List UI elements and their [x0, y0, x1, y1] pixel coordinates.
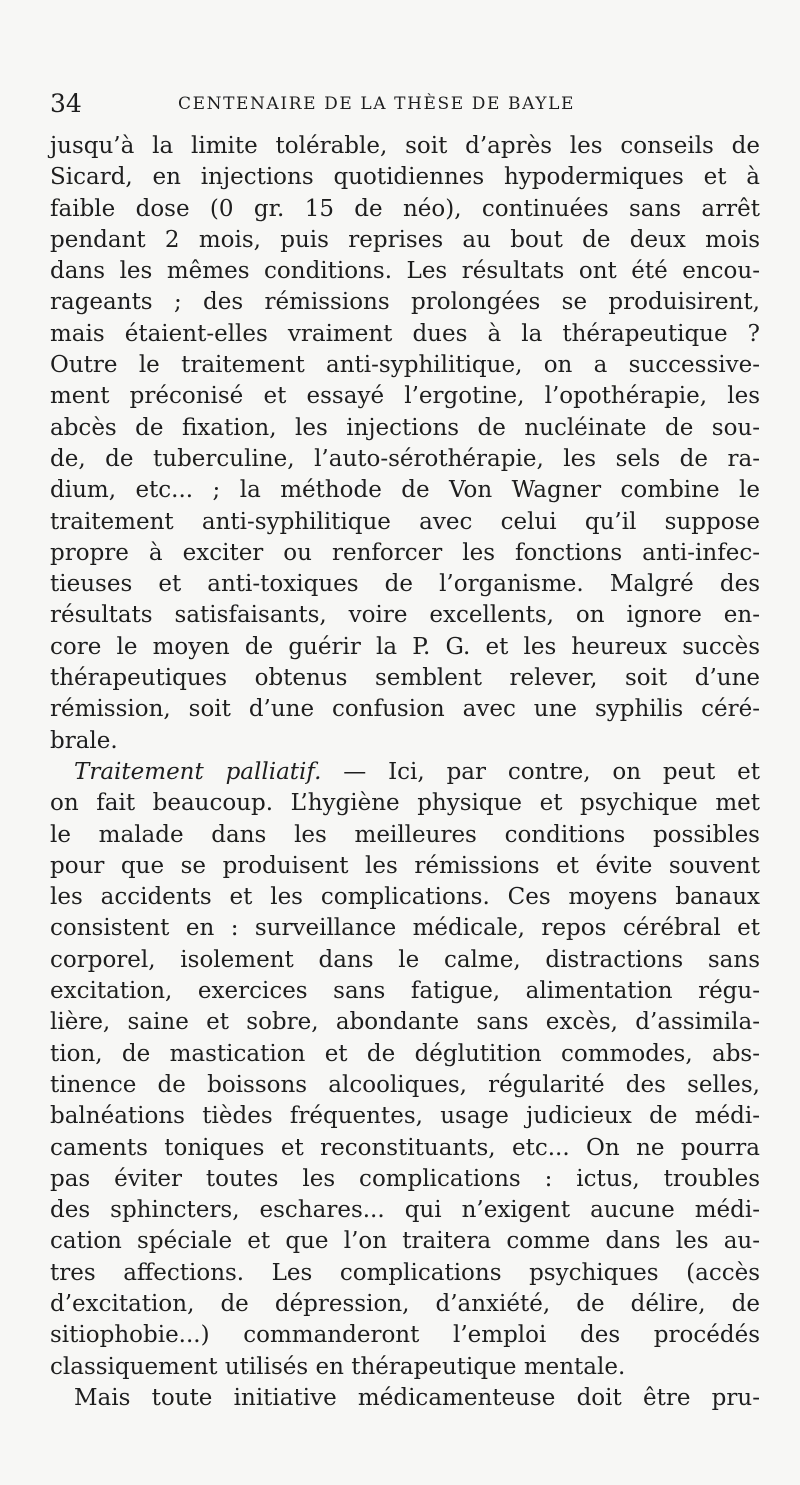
- text-line: abcès de fixation, les injections de nucléinate de sou-: [50, 414, 760, 441]
- text-line: mais étaient-elles vraiment dues à la thérapeutique ?: [50, 320, 760, 347]
- text-line: propre à exciter ou renforcer les fonctions anti-infec-: [50, 539, 760, 566]
- text-line: pendant 2 mois, puis reprises au bout de deux mois: [50, 226, 760, 253]
- text-line: pas éviter toutes les complications : ictus, troubles: [50, 1165, 760, 1192]
- text-line: tinence de boissons alcooliques, régularité des selles,: [50, 1071, 760, 1098]
- text-line: [50, 757, 760, 788]
- text-line: excitation, exercices sans fatigue, alimentation régu-: [50, 978, 760, 1005]
- section-heading-italic: Traitement palliatif.: [74, 758, 322, 785]
- text-line: rageants ; des rémissions prolongées se produisirent,: [50, 289, 760, 316]
- text-line: cation spéciale et que l’on traitera comme dans les au-: [50, 1228, 760, 1255]
- text-line: caments toniques et reconstituants, etc... On ne pourra: [50, 1134, 760, 1161]
- page-header: [50, 86, 760, 122]
- text-line: consistent en : surveillance médicale, repos cérébral et: [50, 915, 760, 942]
- text-line: le malade dans les meilleures conditions possibles: [50, 821, 760, 848]
- text-line: Outre le traitement anti-syphilitique, on a successive-: [50, 352, 760, 379]
- text-line: thérapeutiques obtenus semblent relever, soit d’une: [50, 665, 760, 692]
- text-line: ment préconisé et essayé l’ergotine, l’opothérapie, les: [50, 383, 760, 410]
- text-line-rest: — Ici, par contre, on peut et: [321, 758, 760, 785]
- text-line: traitement anti-syphilitique avec celui qu’il suppose: [50, 508, 760, 535]
- text-line: d’excitation, de dépression, d’anxiété, de délire, de: [50, 1290, 760, 1317]
- body-text: [50, 131, 760, 1414]
- text-line: brale.: [50, 727, 118, 754]
- text-line: tres affections. Les complications psychiques (accès: [50, 1259, 760, 1286]
- text-line: tieuses et anti-toxiques de l’organisme. Malgré des: [50, 571, 760, 598]
- text-line: sitiophobie...) commanderont l’emploi des procédés: [50, 1322, 760, 1349]
- text-line: on fait beaucoup. L’hygiène physique et psychique met: [50, 790, 760, 817]
- text-line: les accidents et les complications. Ces moyens banaux: [50, 884, 760, 911]
- text-line: corporel, isolement dans le calme, distractions sans: [50, 946, 760, 973]
- text-line: jusqu’à la limite tolérable, soit d’après les conseils de: [50, 133, 760, 159]
- text-line: des sphincters, eschares... qui n’exigent aucune médi-: [50, 1197, 760, 1224]
- text-line: core le moyen de guérir la P. G. et les heureux succès: [50, 633, 760, 660]
- paragraph-final: [50, 1383, 760, 1414]
- text-line: faible dose (0 gr. 15 de néo), continuées sans arrêt: [50, 195, 760, 222]
- text-line: dium, etc... ; la méthode de Von Wagner combine le: [50, 477, 760, 504]
- text-line: classiquement utilisés en thérapeutique mentale.: [50, 1353, 626, 1380]
- paragraph-lines: [50, 788, 760, 1383]
- text-line: Sicard, en injections quotidiennes hypodermiques et à: [50, 164, 760, 191]
- text-line: pour que se produisent les rémissions et évite souvent: [50, 852, 760, 879]
- text-line: rémission, soit d’une confusion avec une syphilis céré-: [50, 696, 760, 723]
- text-line: dans les mêmes conditions. Les résultats ont été encou-: [50, 258, 760, 285]
- text-line: de, de tuberculine, l’auto-sérothérapie, les sels de ra-: [50, 445, 760, 472]
- paragraph-continuation: [50, 131, 760, 757]
- text-line: Mais toute initiative médicamenteuse doit être pru-: [74, 1384, 760, 1411]
- text-line: résultats satisfaisants, voire excellents, on ignore en-: [50, 602, 760, 629]
- text-line: balnéations tièdes fréquentes, usage judicieux de médi-: [50, 1103, 760, 1130]
- text-line: lière, saine et sobre, abondante sans excès, d’assimila-: [50, 1009, 760, 1036]
- text-line: tion, de mastication et de déglutition commodes, abs-: [50, 1040, 760, 1067]
- running-head: CENTENAIRE DE LA THÈSE DE BAYLE: [178, 94, 576, 114]
- paragraph-palliative-treatment: [50, 757, 760, 1383]
- page-number: 34: [50, 89, 82, 118]
